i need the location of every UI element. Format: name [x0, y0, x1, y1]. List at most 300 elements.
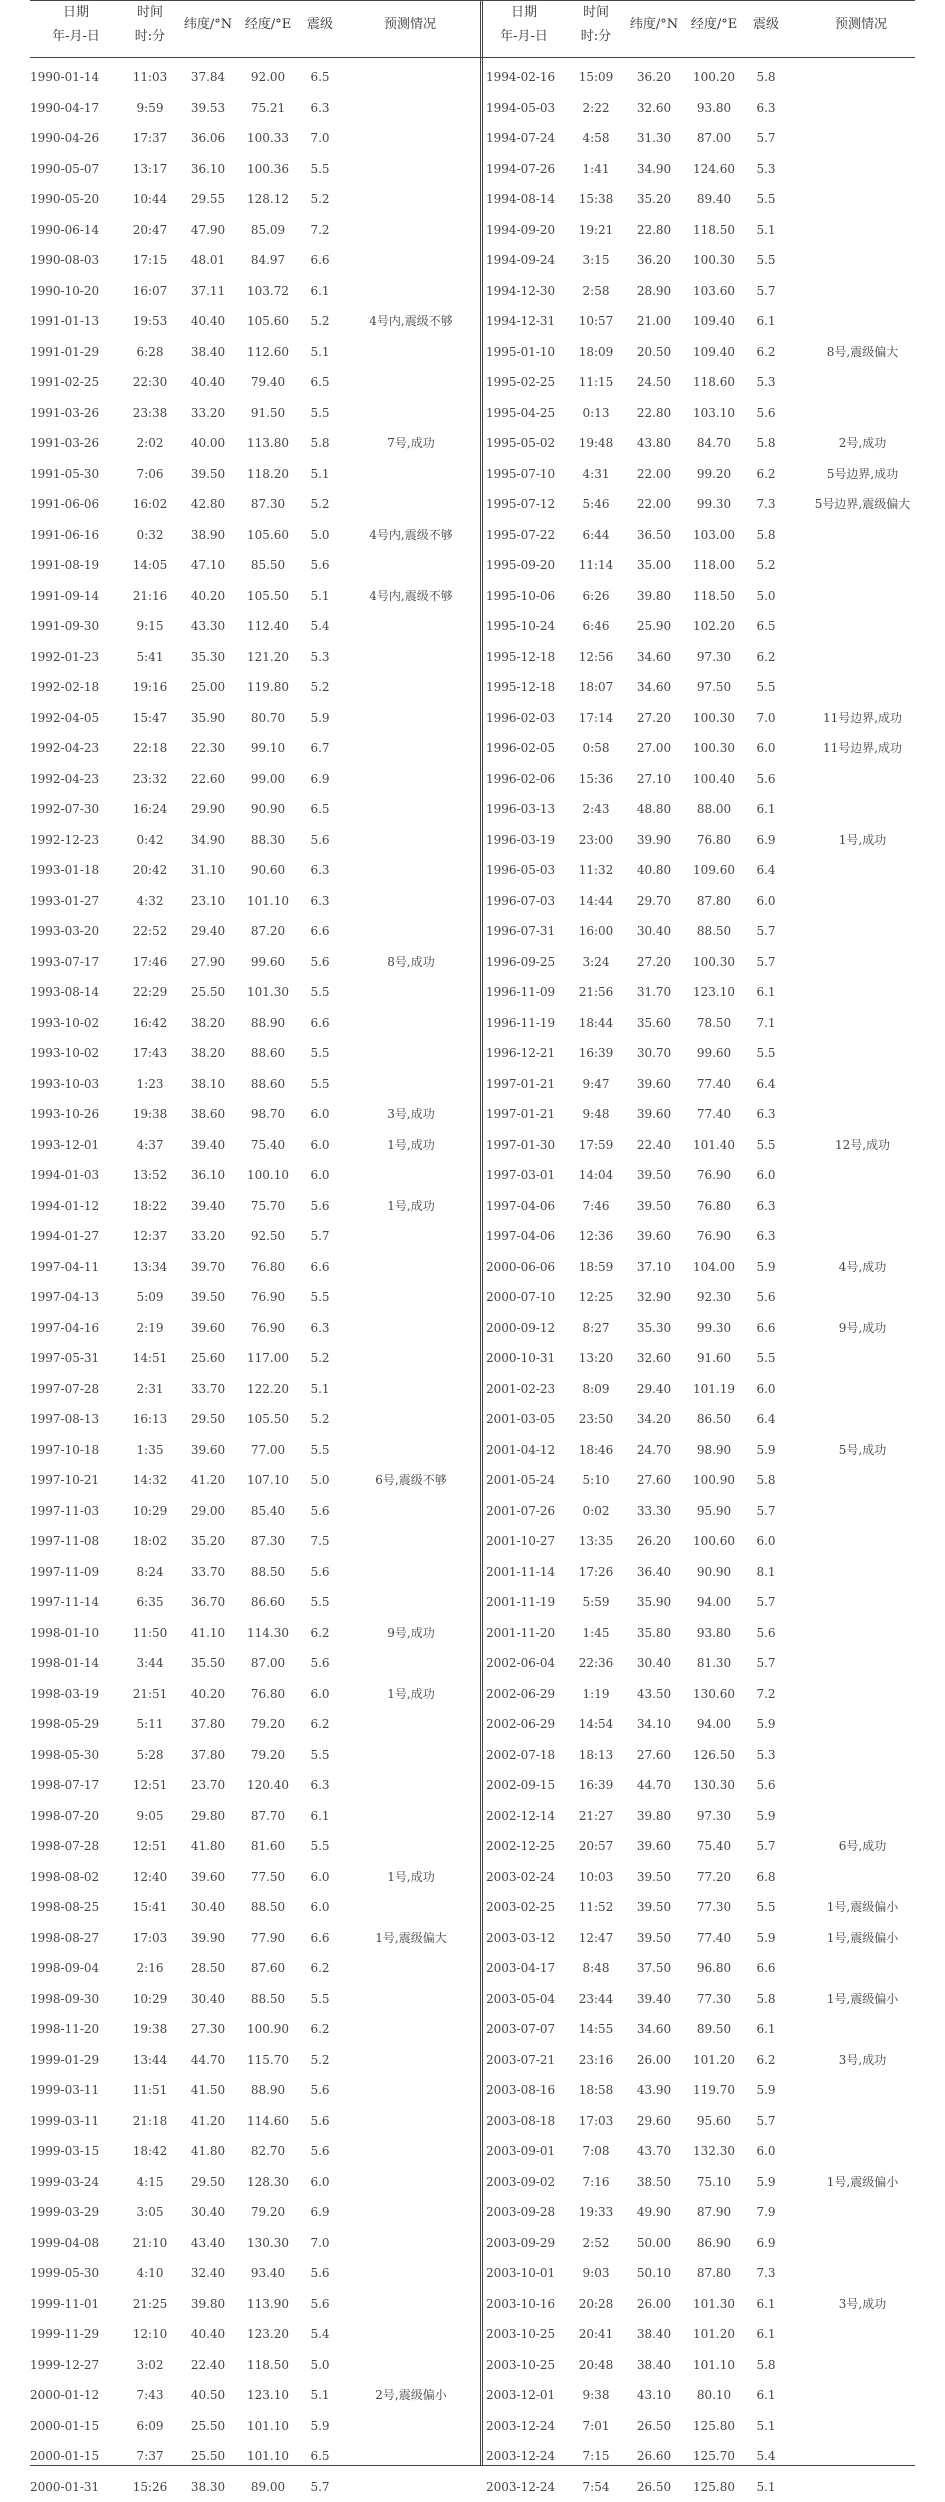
lat-cell: 22.60: [180, 764, 236, 795]
time-cell: 3:02: [122, 2350, 178, 2381]
time-cell: 20:48: [568, 2350, 624, 2381]
time-cell: 18:09: [568, 337, 624, 368]
date-cell: 2000-01-15: [30, 2411, 110, 2442]
mag-cell: 5.6: [300, 1496, 340, 1527]
time-cell: 18:07: [568, 672, 624, 703]
table-row: [0, 2258, 945, 2289]
table-row: [0, 1160, 945, 1191]
time-cell: 8:27: [568, 1313, 624, 1344]
date-cell: 1991-02-25: [30, 367, 110, 398]
header-time-bottom: 时:分: [568, 28, 624, 45]
time-cell: 4:10: [122, 2258, 178, 2289]
mag-cell: 5.9: [746, 1252, 786, 1283]
mag-cell: 5.5: [746, 1343, 786, 1374]
lon-cell: 98.90: [684, 1435, 744, 1466]
mag-cell: 5.6: [746, 1618, 786, 1649]
lon-cell: 119.80: [238, 672, 298, 703]
lat-cell: 36.20: [626, 62, 682, 93]
mag-cell: 6.1: [746, 2380, 786, 2411]
lat-cell: 40.00: [180, 428, 236, 459]
mag-cell: 6.3: [300, 93, 340, 124]
table-row: [0, 916, 945, 947]
date-cell: 1994-02-16: [486, 62, 566, 93]
prediction-cell: 5号边界,成功: [790, 459, 935, 490]
date-cell: 1998-07-17: [30, 1770, 110, 1801]
time-cell: 14:51: [122, 1343, 178, 1374]
lat-cell: 32.60: [626, 93, 682, 124]
lon-cell: 101.30: [238, 977, 298, 1008]
lon-cell: 100.30: [684, 245, 744, 276]
lon-cell: 85.40: [238, 1496, 298, 1527]
mag-cell: 5.3: [746, 367, 786, 398]
prediction-cell: 8号,震级偏大: [790, 337, 935, 368]
lat-cell: 27.30: [180, 2014, 236, 2045]
table-row: [0, 1252, 945, 1283]
lon-cell: 87.00: [684, 123, 744, 154]
lat-cell: 27.00: [626, 733, 682, 764]
time-cell: 2:43: [568, 794, 624, 825]
lon-cell: 101.10: [238, 2441, 298, 2472]
prediction-cell: 3号,成功: [350, 1099, 472, 1130]
lat-cell: 39.50: [626, 1191, 682, 1222]
lon-cell: 80.70: [238, 703, 298, 734]
table-row: [0, 428, 945, 459]
date-cell: 2001-03-05: [486, 1404, 566, 1435]
table-row: [0, 184, 945, 215]
time-cell: 15:41: [122, 1892, 178, 1923]
mag-cell: 5.9: [300, 2411, 340, 2442]
date-cell: 2001-04-12: [486, 1435, 566, 1466]
time-cell: 13:52: [122, 1160, 178, 1191]
table-row: [0, 886, 945, 917]
time-cell: 3:44: [122, 1648, 178, 1679]
date-cell: 2003-02-25: [486, 1892, 566, 1923]
date-cell: 1998-01-14: [30, 1648, 110, 1679]
lat-cell: 38.50: [626, 2167, 682, 2198]
lat-cell: 28.90: [626, 276, 682, 307]
lat-cell: 33.20: [180, 398, 236, 429]
lat-cell: 47.10: [180, 550, 236, 581]
lon-cell: 100.36: [238, 154, 298, 185]
lat-cell: 39.53: [180, 93, 236, 124]
time-cell: 19:48: [568, 428, 624, 459]
time-cell: 8:48: [568, 1953, 624, 1984]
mag-cell: 6.0: [746, 886, 786, 917]
date-cell: 1997-10-18: [30, 1435, 110, 1466]
time-cell: 14:05: [122, 550, 178, 581]
time-cell: 21:56: [568, 977, 624, 1008]
date-cell: 2000-01-31: [30, 2472, 110, 2502]
time-cell: 12:37: [122, 1221, 178, 1252]
lat-cell: 27.20: [626, 947, 682, 978]
lon-cell: 78.50: [684, 1008, 744, 1039]
time-cell: 14:44: [568, 886, 624, 917]
date-cell: 1995-07-10: [486, 459, 566, 490]
mag-cell: 5.0: [300, 520, 340, 551]
lon-cell: 84.70: [684, 428, 744, 459]
table-row: [0, 2075, 945, 2106]
mag-cell: 5.8: [746, 428, 786, 459]
table-row: [0, 1069, 945, 1100]
mag-cell: 6.1: [300, 276, 340, 307]
time-cell: 15:36: [568, 764, 624, 795]
mag-cell: 6.0: [746, 733, 786, 764]
lon-cell: 105.60: [238, 306, 298, 337]
lon-cell: 109.40: [684, 337, 744, 368]
lon-cell: 97.50: [684, 672, 744, 703]
lon-cell: 91.60: [684, 1343, 744, 1374]
table-row: [0, 1099, 945, 1130]
lon-cell: 99.30: [684, 1313, 744, 1344]
table-row: [0, 1953, 945, 1984]
lon-cell: 100.30: [684, 733, 744, 764]
lat-cell: 34.90: [180, 825, 236, 856]
date-cell: 1997-11-09: [30, 1557, 110, 1588]
lat-cell: 33.70: [180, 1557, 236, 1588]
lon-cell: 105.50: [238, 1404, 298, 1435]
lat-cell: 27.20: [626, 703, 682, 734]
mag-cell: 5.6: [300, 2289, 340, 2320]
time-cell: 6:44: [568, 520, 624, 551]
table-row: [0, 2106, 945, 2137]
lon-cell: 103.10: [684, 398, 744, 429]
mag-cell: 5.5: [300, 1282, 340, 1313]
time-cell: 6:26: [568, 581, 624, 612]
mag-cell: 5.6: [746, 1770, 786, 1801]
lat-cell: 25.50: [180, 2441, 236, 2472]
mag-cell: 5.4: [300, 2319, 340, 2350]
time-cell: 23:38: [122, 398, 178, 429]
lat-cell: 26.00: [626, 2045, 682, 2076]
lon-cell: 99.20: [684, 459, 744, 490]
time-cell: 21:27: [568, 1801, 624, 1832]
lat-cell: 21.00: [626, 306, 682, 337]
mag-cell: 5.6: [300, 825, 340, 856]
table-row: [0, 2289, 945, 2320]
lon-cell: 118.50: [238, 2350, 298, 2381]
lon-cell: 118.50: [684, 215, 744, 246]
lon-cell: 105.50: [238, 581, 298, 612]
mag-cell: 6.0: [746, 1526, 786, 1557]
date-cell: 1997-04-11: [30, 1252, 110, 1283]
date-cell: 1995-01-10: [486, 337, 566, 368]
time-cell: 22:29: [122, 977, 178, 1008]
time-cell: 12:36: [568, 1221, 624, 1252]
time-cell: 11:32: [568, 855, 624, 886]
date-cell: 1991-01-29: [30, 337, 110, 368]
date-cell: 1997-05-31: [30, 1343, 110, 1374]
lon-cell: 76.80: [684, 825, 744, 856]
lon-cell: 113.90: [238, 2289, 298, 2320]
lat-cell: 39.70: [180, 1252, 236, 1283]
table-row: [0, 123, 945, 154]
mag-cell: 5.6: [300, 550, 340, 581]
mag-cell: 7.3: [746, 2258, 786, 2289]
time-cell: 14:04: [568, 1160, 624, 1191]
time-cell: 6:46: [568, 611, 624, 642]
prediction-cell: 2号,成功: [790, 428, 935, 459]
lon-cell: 128.30: [238, 2167, 298, 2198]
lat-cell: 35.50: [180, 1648, 236, 1679]
date-cell: 1999-03-24: [30, 2167, 110, 2198]
lat-cell: 48.80: [626, 794, 682, 825]
time-cell: 2:16: [122, 1953, 178, 1984]
table-row: [0, 1923, 945, 1954]
lon-cell: 77.40: [684, 1099, 744, 1130]
time-cell: 22:18: [122, 733, 178, 764]
lat-cell: 43.80: [626, 428, 682, 459]
table-row: [0, 1496, 945, 1527]
date-cell: 1997-01-30: [486, 1130, 566, 1161]
date-cell: 1995-04-25: [486, 398, 566, 429]
time-cell: 17:26: [568, 1557, 624, 1588]
time-cell: 21:18: [122, 2106, 178, 2137]
time-cell: 5:59: [568, 1587, 624, 1618]
time-cell: 4:31: [568, 459, 624, 490]
mag-cell: 6.6: [300, 916, 340, 947]
lat-cell: 39.40: [180, 1191, 236, 1222]
mag-cell: 6.5: [746, 611, 786, 642]
lon-cell: 100.90: [238, 2014, 298, 2045]
time-cell: 11:15: [568, 367, 624, 398]
time-cell: 5:09: [122, 1282, 178, 1313]
table-row: [0, 581, 945, 612]
mag-cell: 5.8: [746, 2350, 786, 2381]
time-cell: 20:42: [122, 855, 178, 886]
date-cell: 1994-01-12: [30, 1191, 110, 1222]
lon-cell: 82.70: [238, 2136, 298, 2167]
time-cell: 16:07: [122, 276, 178, 307]
mag-cell: 6.9: [300, 2197, 340, 2228]
date-cell: 1995-12-18: [486, 642, 566, 673]
mag-cell: 5.9: [746, 1435, 786, 1466]
lon-cell: 94.00: [684, 1587, 744, 1618]
lat-cell: 24.70: [626, 1435, 682, 1466]
mag-cell: 5.9: [746, 2167, 786, 2198]
lon-cell: 101.10: [238, 2411, 298, 2442]
table-row: [0, 642, 945, 673]
date-cell: 1999-11-29: [30, 2319, 110, 2350]
mag-cell: 6.0: [300, 1892, 340, 1923]
table-row: [0, 794, 945, 825]
mag-cell: 5.9: [746, 1801, 786, 1832]
table-row: [0, 550, 945, 581]
time-cell: 23:32: [122, 764, 178, 795]
date-cell: 1993-12-01: [30, 1130, 110, 1161]
header-time-top: 时间: [568, 4, 624, 21]
date-cell: 1998-01-10: [30, 1618, 110, 1649]
lon-cell: 100.90: [684, 1465, 744, 1496]
mag-cell: 5.3: [746, 1740, 786, 1771]
mag-cell: 6.2: [746, 642, 786, 673]
mag-cell: 6.6: [300, 245, 340, 276]
date-cell: 1997-04-16: [30, 1313, 110, 1344]
lon-cell: 77.50: [238, 1862, 298, 1893]
table-row: [0, 2136, 945, 2167]
date-cell: 1997-04-13: [30, 1282, 110, 1313]
time-cell: 13:44: [122, 2045, 178, 2076]
lon-cell: 100.30: [684, 703, 744, 734]
time-cell: 21:25: [122, 2289, 178, 2320]
table-row: [0, 1038, 945, 1069]
date-cell: 1996-03-13: [486, 794, 566, 825]
time-cell: 18:44: [568, 1008, 624, 1039]
time-cell: 14:55: [568, 2014, 624, 2045]
lon-cell: 114.60: [238, 2106, 298, 2137]
time-cell: 4:58: [568, 123, 624, 154]
lon-cell: 118.00: [684, 550, 744, 581]
date-cell: 1993-01-18: [30, 855, 110, 886]
mag-cell: 5.7: [746, 276, 786, 307]
mag-cell: 6.9: [746, 825, 786, 856]
lat-cell: 35.90: [626, 1587, 682, 1618]
lat-cell: 22.80: [626, 398, 682, 429]
lat-cell: 39.60: [626, 1069, 682, 1100]
table-row: [0, 2472, 945, 2502]
mag-cell: 5.0: [300, 1465, 340, 1496]
lon-cell: 75.70: [238, 1191, 298, 1222]
time-cell: 7:06: [122, 459, 178, 490]
time-cell: 2:02: [122, 428, 178, 459]
lon-cell: 86.50: [684, 1404, 744, 1435]
mag-cell: 7.1: [746, 1008, 786, 1039]
lat-cell: 36.06: [180, 123, 236, 154]
mag-cell: 5.7: [746, 1587, 786, 1618]
time-cell: 17:46: [122, 947, 178, 978]
table-row: [0, 2045, 945, 2076]
lon-cell: 101.10: [684, 2350, 744, 2381]
date-cell: 1997-11-14: [30, 1587, 110, 1618]
time-cell: 19:38: [122, 2014, 178, 2045]
lat-cell: 39.80: [626, 581, 682, 612]
time-cell: 13:34: [122, 1252, 178, 1283]
date-cell: 2003-09-01: [486, 2136, 566, 2167]
time-cell: 17:43: [122, 1038, 178, 1069]
lat-cell: 29.90: [180, 794, 236, 825]
lon-cell: 90.90: [238, 794, 298, 825]
table-row: [0, 367, 945, 398]
time-cell: 14:54: [568, 1709, 624, 1740]
table-row: [0, 977, 945, 1008]
lon-cell: 126.50: [684, 1740, 744, 1771]
prediction-cell: 1号,成功: [350, 1679, 472, 1710]
time-cell: 13:35: [568, 1526, 624, 1557]
lon-cell: 85.50: [238, 550, 298, 581]
date-cell: 1990-06-14: [30, 215, 110, 246]
lon-cell: 125.70: [684, 2441, 744, 2472]
time-cell: 11:51: [122, 2075, 178, 2106]
mag-cell: 6.1: [746, 2289, 786, 2320]
lat-cell: 29.50: [180, 2167, 236, 2198]
lon-cell: 97.30: [684, 1801, 744, 1832]
date-cell: 1999-03-15: [30, 2136, 110, 2167]
date-cell: 2000-07-10: [486, 1282, 566, 1313]
lat-cell: 29.50: [180, 1404, 236, 1435]
prediction-cell: 1号,成功: [350, 1130, 472, 1161]
lat-cell: 41.50: [180, 2075, 236, 2106]
header-time-top: 时间: [122, 4, 178, 21]
time-cell: 17:14: [568, 703, 624, 734]
lat-cell: 28.50: [180, 1953, 236, 1984]
time-cell: 7:54: [568, 2472, 624, 2502]
lat-cell: 38.40: [626, 2319, 682, 2350]
date-cell: 2001-02-23: [486, 1374, 566, 1405]
time-cell: 9:03: [568, 2258, 624, 2289]
lat-cell: 35.90: [180, 703, 236, 734]
time-cell: 17:37: [122, 123, 178, 154]
mag-cell: 5.2: [746, 550, 786, 581]
mag-cell: 5.3: [746, 154, 786, 185]
mag-cell: 7.2: [300, 215, 340, 246]
date-cell: 2000-10-31: [486, 1343, 566, 1374]
lon-cell: 86.90: [684, 2228, 744, 2259]
lon-cell: 79.20: [238, 2197, 298, 2228]
mag-cell: 6.9: [746, 2228, 786, 2259]
prediction-cell: 11号边界,成功: [790, 703, 935, 734]
time-cell: 7:08: [568, 2136, 624, 2167]
lat-cell: 39.40: [180, 1130, 236, 1161]
prediction-cell: 9号,成功: [350, 1618, 472, 1649]
lat-cell: 24.50: [626, 367, 682, 398]
mag-cell: 5.5: [300, 977, 340, 1008]
date-cell: 2001-10-27: [486, 1526, 566, 1557]
time-cell: 17:15: [122, 245, 178, 276]
lon-cell: 100.33: [238, 123, 298, 154]
date-cell: 2003-08-18: [486, 2106, 566, 2137]
lon-cell: 87.30: [238, 1526, 298, 1557]
lon-cell: 76.90: [238, 1313, 298, 1344]
lat-cell: 27.10: [626, 764, 682, 795]
lon-cell: 79.40: [238, 367, 298, 398]
time-cell: 23:50: [568, 1404, 624, 1435]
lon-cell: 93.80: [684, 93, 744, 124]
lat-cell: 30.70: [626, 1038, 682, 1069]
table-row: [0, 459, 945, 490]
lat-cell: 29.55: [180, 184, 236, 215]
mag-cell: 5.8: [746, 1984, 786, 2015]
date-cell: 1997-01-21: [486, 1069, 566, 1100]
header-date-bottom: 年-月-日: [40, 28, 112, 45]
date-cell: 2003-09-28: [486, 2197, 566, 2228]
table-row: [0, 1374, 945, 1405]
lat-cell: 38.10: [180, 1069, 236, 1100]
time-cell: 5:28: [122, 1740, 178, 1771]
mag-cell: 6.0: [300, 2167, 340, 2198]
mag-cell: 6.0: [300, 1160, 340, 1191]
mag-cell: 6.1: [746, 2014, 786, 2045]
lon-cell: 95.60: [684, 2106, 744, 2137]
lat-cell: 37.10: [626, 1252, 682, 1283]
lat-cell: 36.40: [626, 1557, 682, 1588]
lon-cell: 130.60: [684, 1679, 744, 1710]
lon-cell: 89.40: [684, 184, 744, 215]
lon-cell: 128.12: [238, 184, 298, 215]
lon-cell: 100.60: [684, 1526, 744, 1557]
lon-cell: 80.10: [684, 2380, 744, 2411]
date-cell: 1992-04-23: [30, 733, 110, 764]
date-cell: 1995-07-22: [486, 520, 566, 551]
mag-cell: 5.1: [746, 215, 786, 246]
header-lon: 经度/°E: [684, 16, 744, 33]
lon-cell: 87.60: [238, 1953, 298, 1984]
lat-cell: 39.50: [180, 1282, 236, 1313]
lat-cell: 29.40: [626, 1374, 682, 1405]
lat-cell: 33.20: [180, 1221, 236, 1252]
lat-cell: 36.50: [626, 520, 682, 551]
time-cell: 1:41: [568, 154, 624, 185]
lat-cell: 25.90: [626, 611, 682, 642]
mag-cell: 6.1: [746, 794, 786, 825]
